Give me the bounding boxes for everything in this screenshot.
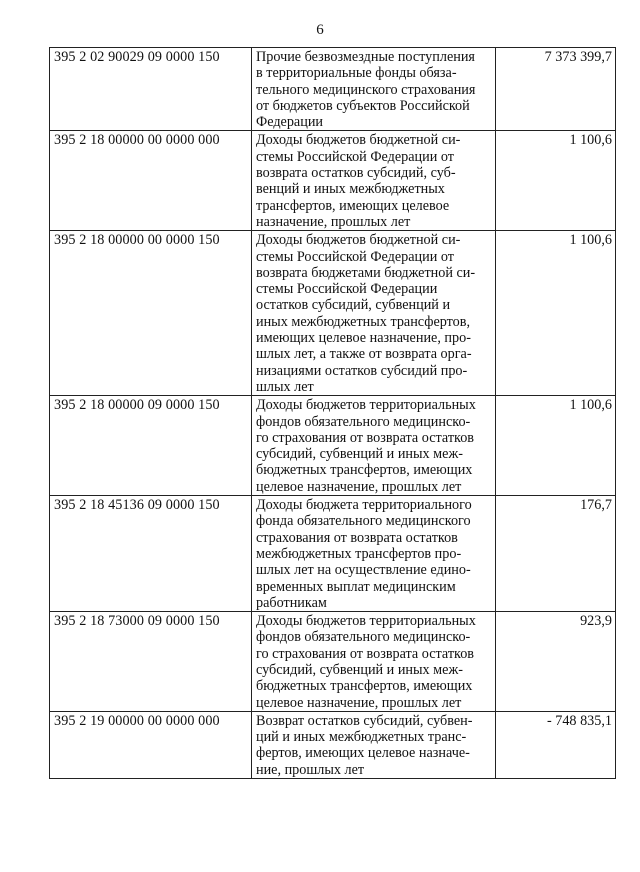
amount-cell: - 748 835,1: [496, 711, 616, 778]
description-line: Доходы бюджетов бюджетной си-: [256, 232, 461, 249]
description-line: стемы Российской Федерации от: [256, 248, 454, 265]
description-cell: [252, 396, 496, 496]
table-row: [50, 131, 616, 231]
description-line: Доходы бюджета территориального: [256, 497, 472, 514]
description-line: остатков субсидий, субвенций и: [256, 297, 451, 314]
description-line: венций и иных межбюджетных: [256, 181, 445, 198]
description-line: тельного медицинского страхования: [256, 81, 476, 98]
description-line: возврата остатков субсидий, суб-: [256, 165, 456, 182]
amount-cell: 1 100,6: [496, 131, 616, 231]
amount-cell: 1 100,6: [496, 231, 616, 396]
description-line: бюджетных трансфертов, имеющих: [256, 678, 473, 695]
description-line: го страхования от возврата остатков: [256, 429, 474, 446]
description-cell: [252, 612, 496, 712]
description-line: фертов, имеющих целевое назначе-: [256, 745, 470, 762]
table-body: [50, 48, 616, 779]
description-line: Возврат остатков субсидий, субвен-: [256, 712, 473, 729]
budget-code-cell: 395 2 19 00000 00 0000 000: [50, 711, 252, 778]
description-cell: [252, 496, 496, 612]
table-row: [50, 496, 616, 612]
amount-cell: 1 100,6: [496, 396, 616, 496]
description-line: стемы Российской Федерации: [256, 281, 438, 298]
description-cell: [252, 711, 496, 778]
table-row: [50, 48, 616, 131]
description-line: межбюджетных трансфертов про-: [256, 545, 462, 562]
description-line: фондов обязательного медицинско-: [256, 413, 471, 430]
description-line: бюджетных трансфертов, имеющих: [256, 462, 473, 479]
description-line: иных межбюджетных трансфертов,: [256, 313, 471, 330]
description-line: назначение, прошлых лет: [256, 213, 411, 230]
description-line: от бюджетов субъектов Российской: [256, 97, 470, 114]
description-line: субсидий, субвенций и иных меж-: [256, 661, 463, 678]
description-line: целевое назначение, прошлых лет: [256, 478, 462, 495]
description-line: Доходы бюджетов территориальных: [256, 397, 476, 414]
description-line: субсидий, субвенций и иных меж-: [256, 446, 463, 463]
description-line: трансфертов, имеющих целевое: [256, 197, 450, 214]
description-line: страхования от возврата остатков: [256, 529, 458, 546]
description-cell: [252, 131, 496, 231]
description-line: Доходы бюджетов территориальных: [256, 613, 476, 630]
amount-cell: 923,9: [496, 612, 616, 712]
description-line: имеющих целевое назначение, про-: [256, 330, 471, 347]
budget-revenue-table: [49, 47, 616, 779]
description-line: работникам: [256, 594, 327, 611]
description-line: целевое назначение, прошлых лет: [256, 694, 462, 711]
amount-cell: 7 373 399,7: [496, 48, 616, 131]
amount-cell: 176,7: [496, 496, 616, 612]
description-line: Прочие безвозмездные поступления: [256, 49, 475, 65]
description-line: шлых лет, а также от возврата орга-: [256, 346, 472, 363]
budget-code-cell: 395 2 18 00000 00 0000 000: [50, 131, 252, 231]
description-line: фондов обязательного медицинско-: [256, 629, 471, 646]
description-cell: [252, 231, 496, 396]
budget-code-cell: 395 2 18 00000 00 0000 150: [50, 231, 252, 396]
budget-code-cell: 395 2 02 90029 09 0000 150: [50, 48, 252, 131]
description-line: шлых лет: [256, 378, 314, 395]
description-cell: [252, 48, 496, 131]
description-line: временных выплат медицинским: [256, 578, 456, 595]
description-line: фонда обязательного медицинского: [256, 513, 471, 530]
description-line: ций и иных межбюджетных транс-: [256, 729, 467, 746]
description-line: Федерации: [256, 114, 324, 131]
table-row: [50, 711, 616, 778]
budget-code-cell: 395 2 18 45136 09 0000 150: [50, 496, 252, 612]
table-row: [50, 396, 616, 496]
description-line: ние, прошлых лет: [256, 761, 365, 778]
description-line: в территориальные фонды обяза-: [256, 65, 457, 82]
table-row: [50, 231, 616, 396]
description-line: го страхования от возврата остатков: [256, 645, 474, 662]
description-line: стемы Российской Федерации от: [256, 148, 454, 165]
page-number: 6: [316, 22, 324, 38]
description-line: низациями остатков субсидий про-: [256, 362, 468, 379]
description-line: шлых лет на осуществление едино-: [256, 562, 471, 579]
description-line: Доходы бюджетов бюджетной си-: [256, 132, 461, 149]
budget-code-cell: 395 2 18 00000 09 0000 150: [50, 396, 252, 496]
budget-code-cell: 395 2 18 73000 09 0000 150: [50, 612, 252, 712]
table-row: [50, 612, 616, 712]
description-line: возврата бюджетами бюджетной си-: [256, 264, 476, 281]
